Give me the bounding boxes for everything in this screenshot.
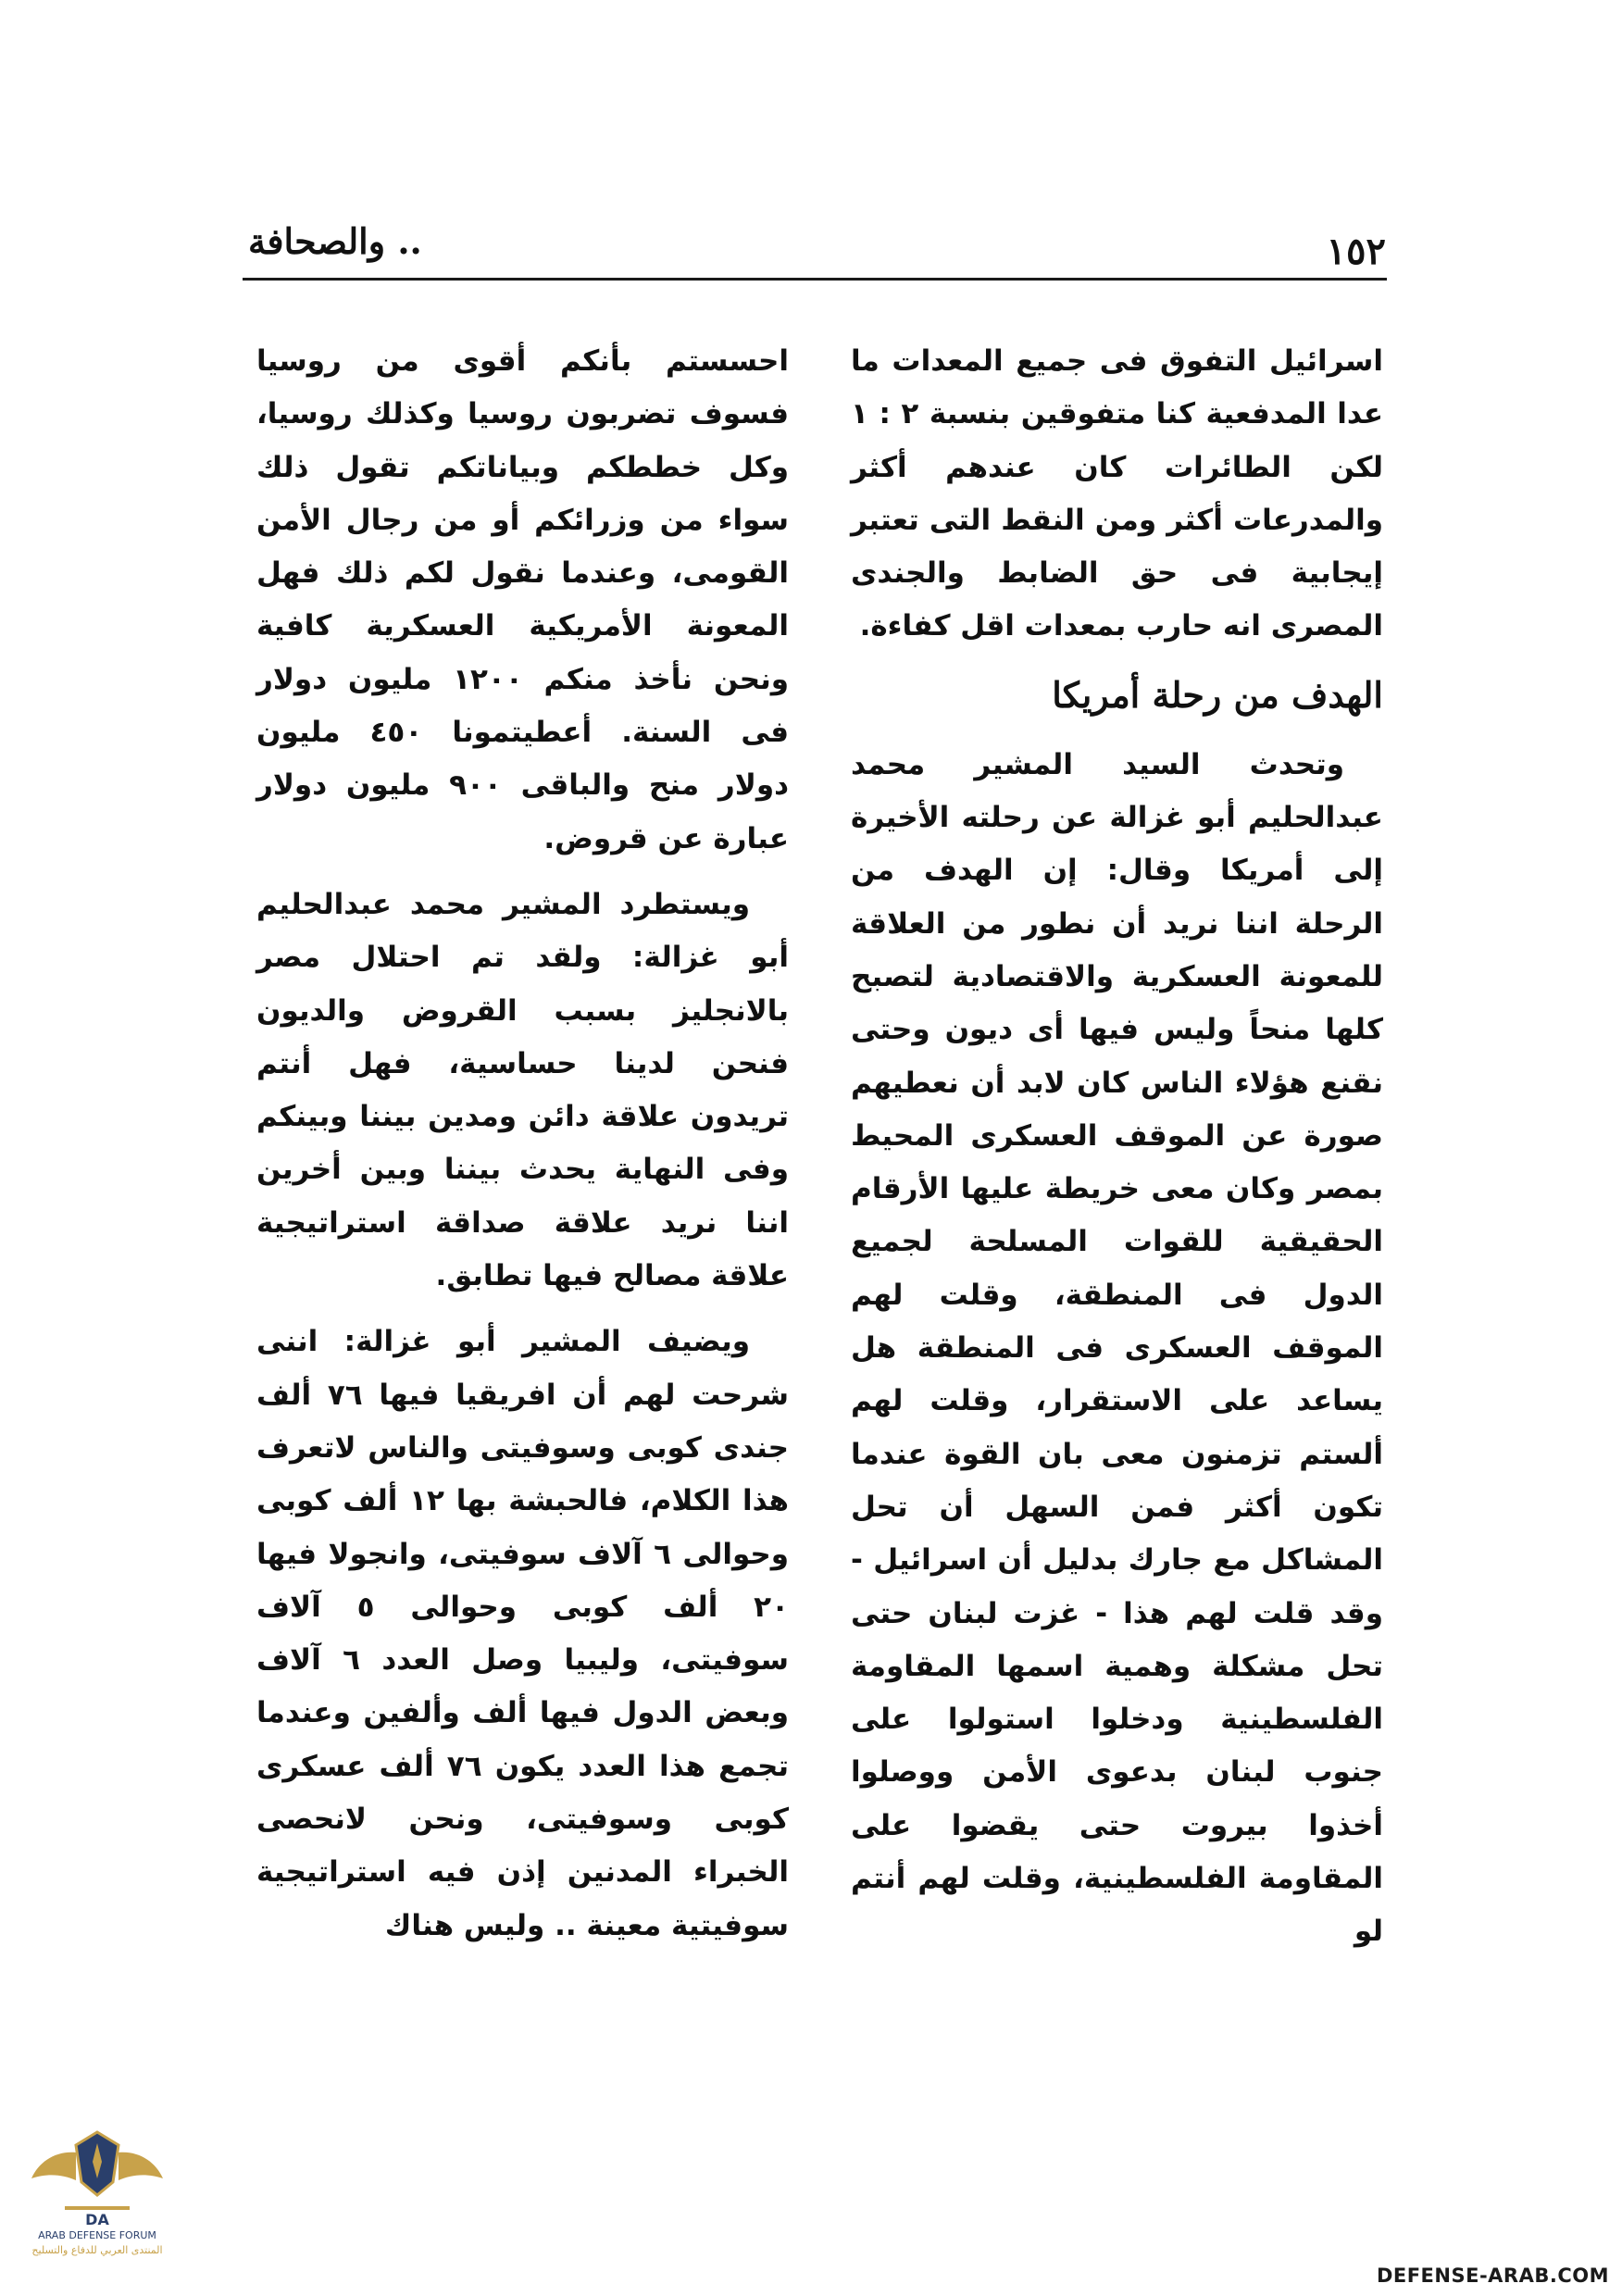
- site-url-watermark: DEFENSE-ARAB.COM: [1376, 2265, 1609, 2287]
- header-rule: [243, 278, 1387, 281]
- paragraph: ويضيف المشير أبو غزالة: اننى شرحت لهم أن افريقيا فيها ٧٦ ألف جندى كوبى وسوفيتى والناس لاتعرف هذا الكلام، فالحبشة بها ١٢ ألف كوبى وحوالى ٦ آلاف سوفيتى، وانجولا فيها ٢٠ ألف كوبى وحوالى ٥ آلاف سوفيتى، وليبيا وصل العدد ٦ آلاف وبعض الدول فيها ألف وألفين وعندما تجمع هذا العدد يكون ٧٦ ألف عسكرى كوبى وسوفيتى، ونحن لانحصى الخبراء المدنين إذن فيه استراتيجية سوفيتية معينة .. وليس هناك: [256, 1325, 790, 1942]
- paragraph: اسرائيل التفوق فى جميع المعدات ما عدا المدفعية كنا متفوقين بنسبة ٢ : ١ لكن الطائرات كان عندهم أكثر والمدرعات أكثر ومن النقط التى تعتبر إيجابية فى حق الضابط والجندى المصرى انه حارب بمعدات اقل كفاءة.: [851, 344, 1384, 643]
- right-text-column: [851, 335, 1383, 1959]
- logo-name-en: ARAB DEFENSE FORUM: [38, 2229, 156, 2241]
- section-heading: الهدف من رحلة أمريكا: [1052, 673, 1383, 716]
- paragraph: احسستم بأنكم أقوى من روسيا فسوف تضربون روسيا وكذلك روسيا، وكل خططكم وبياناتكم تقول ذلك سواء من وزرائكم أو من رجال الأمن القومى، وعندما نقول لكم ذلك فهل المعونة الأمريكية العسكرية كافية ونحن نأخذ منكم ١٢٠٠ مليون دولار فى السنة. أعطيتمونا ٤٥٠ مليون دولار منح والباقى ٩٠٠ مليون دولار عبارة عن قروض.: [256, 344, 789, 855]
- left-text-column: [256, 335, 789, 1953]
- paragraph: وتحدث السيد المشير محمد عبدالحليم أبو غزالة عن رحلته الأخيرة إلى أمريكا وقال: إن الهدف من الرحلة اننا نريد أن نطور من العلاقة للمعونة العسكرية والاقتصادية لتصبح كلها منحاً وليس فيها أى ديون وحتى نقنع هؤلاء الناس كان لابد أن نعطيهم صورة عن الموقف العسكرى المحيط بمصر وكان معى خريطة عليها الأرقام الحقيقية للقوات المسلحة لجميع الدول فى المنطقة، وقلت لهم الموقف العسكرى فى المنطقة هل يساعد على الاستقرار، وقلت لهم ألستم تزمنون معى بان القوة عندما تكون أكثر فمن السهل أن تحل المشاكل مع جارك بدليل أن اسرائيل - وقد قلت لهم هذا - غزت لبنان حتى تحل مشكلة وهمية اسمها المقاومة الفلسطينية ودخلوا استولوا على جنوب لبنان بدعوى الأمن ووصلوا أخذوا بيروت حتى يقضوا على المقاومة الفلسطينية، وقلت لهم أنتم لو: [851, 747, 1383, 1949]
- logo-name-ar: المنتدى العربي للدفاع والتسليح: [31, 2244, 163, 2256]
- running-header-title: .. والصحافة: [248, 220, 422, 262]
- logo-initials: DA: [85, 2211, 109, 2228]
- page-number: ١٥٢: [1326, 230, 1386, 273]
- paragraph: ويستطرد المشير محمد عبدالحليم أبو غزالة: ولقد تم احتلال مصر بالانجليز بسبب القروض والديون فنحن لدينا حساسية، فهل أنتم تريدون علاقة دائن ومدين بيننا وبينكم وفى النهاية يحدث بيننا وبين أخرين اننا نريد علاقة صداقة استراتيجية علاقة مصالح فيها تطابق.: [256, 887, 789, 1293]
